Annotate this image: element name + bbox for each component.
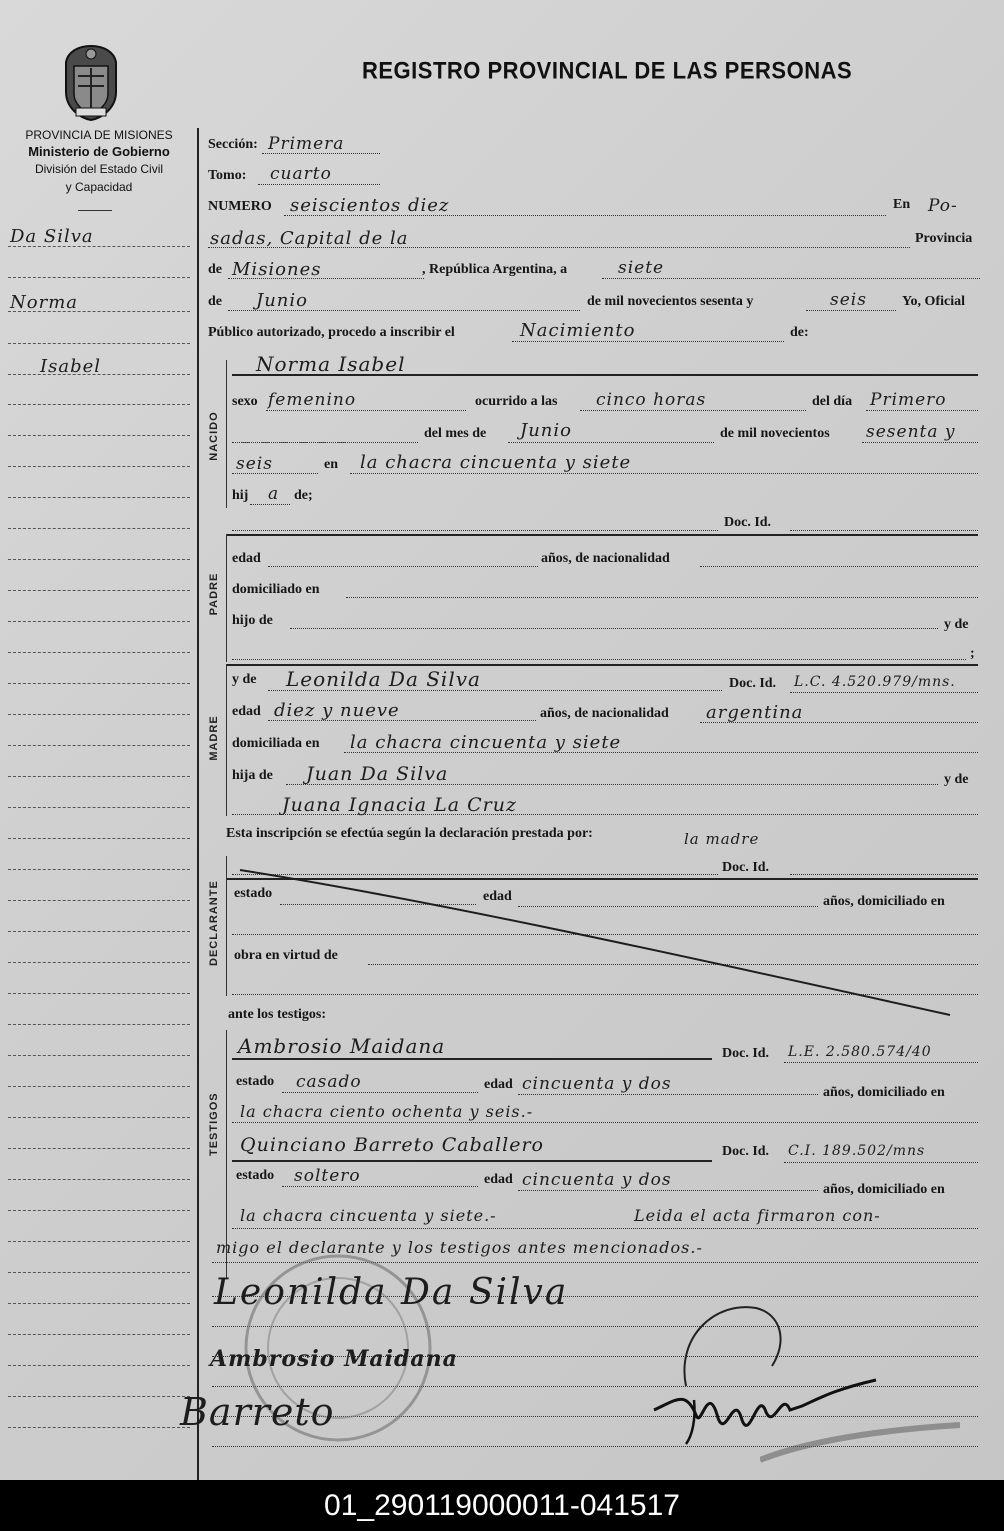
label-hij: hij xyxy=(232,488,249,503)
field-en-place: Po- xyxy=(928,196,958,216)
dotted-line xyxy=(250,504,290,505)
margin-line xyxy=(8,1210,190,1211)
margin-line xyxy=(8,807,190,808)
field-madre-padre: Juan Da Silva xyxy=(306,763,449,785)
field-testigo2-nombre: Quinciano Barreto Caballero xyxy=(240,1134,544,1156)
label-semicolon: ; xyxy=(970,646,975,661)
dotted-line xyxy=(258,184,380,185)
label-y-de-madre-2: y de xyxy=(944,772,969,787)
section-rule xyxy=(226,664,978,666)
field-mes-nac: Junio xyxy=(520,420,572,441)
field-cierre-a: Leida el acta firmaron con- xyxy=(634,1206,881,1225)
block-border xyxy=(226,664,227,816)
coat-of-arms-seal xyxy=(58,42,124,122)
label-publico: Público autorizado, procedo a inscribir el xyxy=(208,325,455,340)
label-de-2: de xyxy=(208,294,222,309)
label-anios-dom-testigo2: años, domiciliado en xyxy=(823,1182,945,1197)
field-place-cont: sadas, Capital de la xyxy=(210,228,409,249)
block-border xyxy=(226,856,227,996)
label-yo-oficial: Yo, Oficial xyxy=(902,294,965,309)
label-anios-nac-padre: años, de nacionalidad xyxy=(541,551,670,566)
field-numero: seiscientos diez xyxy=(290,195,450,216)
field-hij-suffix: a xyxy=(268,484,280,504)
cancellation-stroke xyxy=(230,860,960,1020)
margin-line xyxy=(8,1086,190,1087)
field-acto: Nacimiento xyxy=(520,320,636,341)
dotted-line xyxy=(232,530,718,531)
division-heading: División del Estado Civil xyxy=(34,162,164,176)
dotted-line xyxy=(232,659,966,660)
dotted-line xyxy=(508,442,714,443)
field-seccion: Primera xyxy=(268,134,345,154)
field-cierre-b: migo el declarante y los testigos antes mencionados.- xyxy=(216,1238,703,1257)
signature-declarante: Leonilda Da Silva xyxy=(214,1272,569,1313)
field-hora: cinco horas xyxy=(596,390,707,410)
margin-line xyxy=(8,1241,190,1242)
label-republica: , República Argentina, a xyxy=(422,262,568,277)
field-sexo: femenino xyxy=(268,390,357,410)
label-doc-id-testigo2: Doc. Id. xyxy=(722,1144,770,1159)
label-edad-madre: edad xyxy=(232,704,261,719)
field-testigo1-nombre: Ambrosio Maidana xyxy=(238,1034,446,1058)
side-label-nacido: NACIDO xyxy=(208,411,220,461)
field-testigo1-doc: L.E. 2.580.574/40 xyxy=(788,1044,932,1060)
margin-line xyxy=(8,1303,190,1304)
field-nombre-nacido: Norma Isabel xyxy=(256,352,406,376)
margin-line xyxy=(8,1427,190,1428)
dotted-line xyxy=(282,1092,478,1093)
block-border xyxy=(226,360,227,508)
dotted-line xyxy=(512,341,784,342)
label-edad-padre: edad xyxy=(232,551,261,566)
signature-oficial xyxy=(646,1360,886,1450)
margin-line xyxy=(8,714,190,715)
margin-line xyxy=(8,497,190,498)
label-edad-declarante: edad xyxy=(483,889,512,904)
label-de-mil: de mil novecientos sesenta y xyxy=(587,294,754,309)
dotted-line xyxy=(232,442,418,443)
margin-line xyxy=(8,559,190,560)
field-testigo2-doc: C.I. 189.502/mns xyxy=(788,1143,926,1159)
field-testigo1-estado: casado xyxy=(296,1072,362,1092)
margin-name-second: Isabel xyxy=(40,356,102,377)
field-testigo2-edad: cincuenta y dos xyxy=(522,1170,672,1190)
field-madre-madre: Juana Ignacia La Cruz xyxy=(282,794,517,816)
label-del-mes: del mes de xyxy=(424,426,487,441)
field-anio: seis xyxy=(830,290,867,310)
section-rule xyxy=(226,534,978,536)
ministry-heading: Ministerio de Gobierno xyxy=(28,144,170,159)
label-ocurrido: ocurrido a las xyxy=(475,394,558,409)
margin-line xyxy=(8,683,190,684)
dotted-line xyxy=(518,1094,818,1095)
field-dia: siete xyxy=(618,258,665,278)
dotted-line xyxy=(700,566,978,567)
label-sexo: sexo xyxy=(232,394,258,409)
field-madre-edad: diez y nueve xyxy=(274,700,400,721)
label-provincia: Provincia xyxy=(915,231,973,246)
field-testigo1-edad: cincuenta y dos xyxy=(522,1074,672,1094)
side-label-padre: PADRE xyxy=(208,572,220,616)
label-edad-testigo1: edad xyxy=(484,1077,513,1092)
signature-testigo1: Ambrosio Maidana xyxy=(210,1346,458,1372)
field-anio-nac-a: sesenta y xyxy=(866,422,956,442)
label-y-de-padre: y de xyxy=(944,617,969,632)
margin-line xyxy=(8,993,190,994)
province-heading: PROVINCIA DE MISIONES xyxy=(25,128,173,142)
field-madre-doc: L.C. 4.520.979/mns. xyxy=(794,674,956,690)
label-del-dia: del día xyxy=(812,394,853,409)
capacity-heading: y Capacidad xyxy=(65,180,133,194)
margin-line xyxy=(8,343,190,344)
label-hijo-de: hijo de xyxy=(232,613,273,628)
field-lugar-nac: la chacra cincuenta y siete xyxy=(360,452,632,473)
margin-name-first: Norma xyxy=(10,292,78,313)
dotted-line xyxy=(290,628,938,629)
label-y-de-madre: y de xyxy=(232,672,257,687)
margin-line xyxy=(8,776,190,777)
dotted-line xyxy=(346,597,978,598)
field-tomo: cuarto xyxy=(270,164,332,184)
image-caption: 01_290119000011-041517 xyxy=(0,1480,1004,1531)
name-rule xyxy=(232,1058,712,1060)
margin-line xyxy=(8,1272,190,1273)
label-ante-testigos: ante los testigos: xyxy=(228,1007,326,1022)
dotted-line xyxy=(580,410,806,411)
document-title: REGISTRO PROVINCIAL DE LAS PERSONAS xyxy=(362,56,853,85)
margin-line xyxy=(8,838,190,839)
label-numero: NUMERO xyxy=(208,199,272,214)
label-inscripcion: Esta inscripción se efectúa según la declaración prestada por: xyxy=(226,826,593,841)
dotted-line xyxy=(350,473,978,474)
field-madre-nombre: Leonilda Da Silva xyxy=(286,667,481,691)
dotted-line xyxy=(268,566,538,567)
margin-line xyxy=(8,962,190,963)
side-label-madre: MADRE xyxy=(208,715,220,761)
dotted-line xyxy=(862,442,978,443)
field-testigo2-estado: soltero xyxy=(294,1166,361,1186)
label-domiciliado-padre: domiciliado en xyxy=(232,582,320,597)
label-estado-testigo2: estado xyxy=(236,1168,275,1183)
label-doc-id-declarante: Doc. Id. xyxy=(722,860,770,875)
margin-line xyxy=(8,1365,190,1366)
label-hija-de: hija de xyxy=(232,768,273,783)
margin-line xyxy=(8,528,190,529)
dotted-line xyxy=(790,692,978,693)
label-en-2: en xyxy=(324,457,338,472)
label-de-colon: de: xyxy=(790,325,809,340)
label-anios-nac-madre: años, de nacionalidad xyxy=(540,706,669,721)
margin-line xyxy=(8,435,190,436)
margin-line xyxy=(8,1179,190,1180)
field-madre-nac: argentina xyxy=(706,702,804,723)
block-border xyxy=(226,534,227,662)
margin-line xyxy=(8,1148,190,1149)
field-provincia-name: Misiones xyxy=(232,259,322,280)
label-en: En xyxy=(893,197,911,212)
margin-line xyxy=(8,277,190,278)
label-estado-declarante: estado xyxy=(234,886,273,901)
signature-testigo2: Barreto xyxy=(180,1390,335,1434)
side-label-declarante: DECLARANTE xyxy=(208,880,220,966)
margin-line xyxy=(8,1055,190,1056)
label-obra: obra en virtud de xyxy=(234,948,338,963)
field-dia-nac: Primero xyxy=(870,390,947,410)
label-de-semicolon: de; xyxy=(294,488,313,503)
field-declarante: la madre xyxy=(684,830,760,848)
margin-line xyxy=(8,869,190,870)
label-doc-id-padre: Doc. Id. xyxy=(724,515,772,530)
margin-line xyxy=(8,900,190,901)
dotted-line xyxy=(282,1186,478,1187)
dotted-line xyxy=(784,1162,978,1163)
margin-line xyxy=(8,466,190,467)
dotted-line xyxy=(232,473,318,474)
dotted-line xyxy=(232,1228,978,1229)
side-label-testigos: TESTIGOS xyxy=(208,1092,220,1156)
label-doc-id-madre: Doc. Id. xyxy=(729,676,777,691)
field-mes: Junio xyxy=(256,290,308,311)
label-seccion: Sección: xyxy=(208,137,258,152)
margin-line xyxy=(8,590,190,591)
dotted-line xyxy=(232,1122,978,1123)
dotted-line xyxy=(518,1190,818,1191)
margin-surname: Da Silva xyxy=(10,226,94,247)
left-column-border xyxy=(197,128,199,1480)
dotted-line xyxy=(266,410,466,411)
label-anios-dom-testigo1: años, domiciliado en xyxy=(823,1085,945,1100)
margin-line xyxy=(8,621,190,622)
label-domiciliada: domiciliada en xyxy=(232,736,320,751)
margin-line xyxy=(8,652,190,653)
label-tomo: Tomo: xyxy=(208,168,247,183)
margin-line xyxy=(8,1117,190,1118)
margin-line xyxy=(8,931,190,932)
field-madre-dom: la chacra cincuenta y siete xyxy=(350,732,622,753)
label-estado-testigo1: estado xyxy=(236,1074,275,1089)
dotted-line xyxy=(784,1062,978,1063)
label-de: de xyxy=(208,262,222,277)
label-anios-dom-declarante: años, domiciliado en xyxy=(823,894,945,909)
heading-rule xyxy=(78,210,112,211)
field-blank-dashes: _ _ _ _ _ _ xyxy=(242,424,349,443)
margin-line xyxy=(8,1024,190,1025)
field-testigo2-dom: la chacra cincuenta y siete.- xyxy=(240,1206,497,1225)
field-testigo1-dom: la chacra ciento ochenta y seis.- xyxy=(240,1102,534,1121)
name-rule xyxy=(232,1160,712,1162)
label-de-mil-nov: de mil novecientos xyxy=(720,426,830,441)
dotted-line xyxy=(790,530,978,531)
dotted-line xyxy=(866,410,978,411)
field-anio-nac-b: seis xyxy=(236,454,273,474)
dotted-line xyxy=(806,310,896,311)
label-edad-testigo2: edad xyxy=(484,1172,513,1187)
dotted-line xyxy=(602,278,980,279)
margin-line xyxy=(8,745,190,746)
margin-line xyxy=(8,404,190,405)
margin-line xyxy=(8,1334,190,1335)
margin-line xyxy=(8,1396,190,1397)
label-doc-id-testigo1: Doc. Id. xyxy=(722,1046,770,1061)
